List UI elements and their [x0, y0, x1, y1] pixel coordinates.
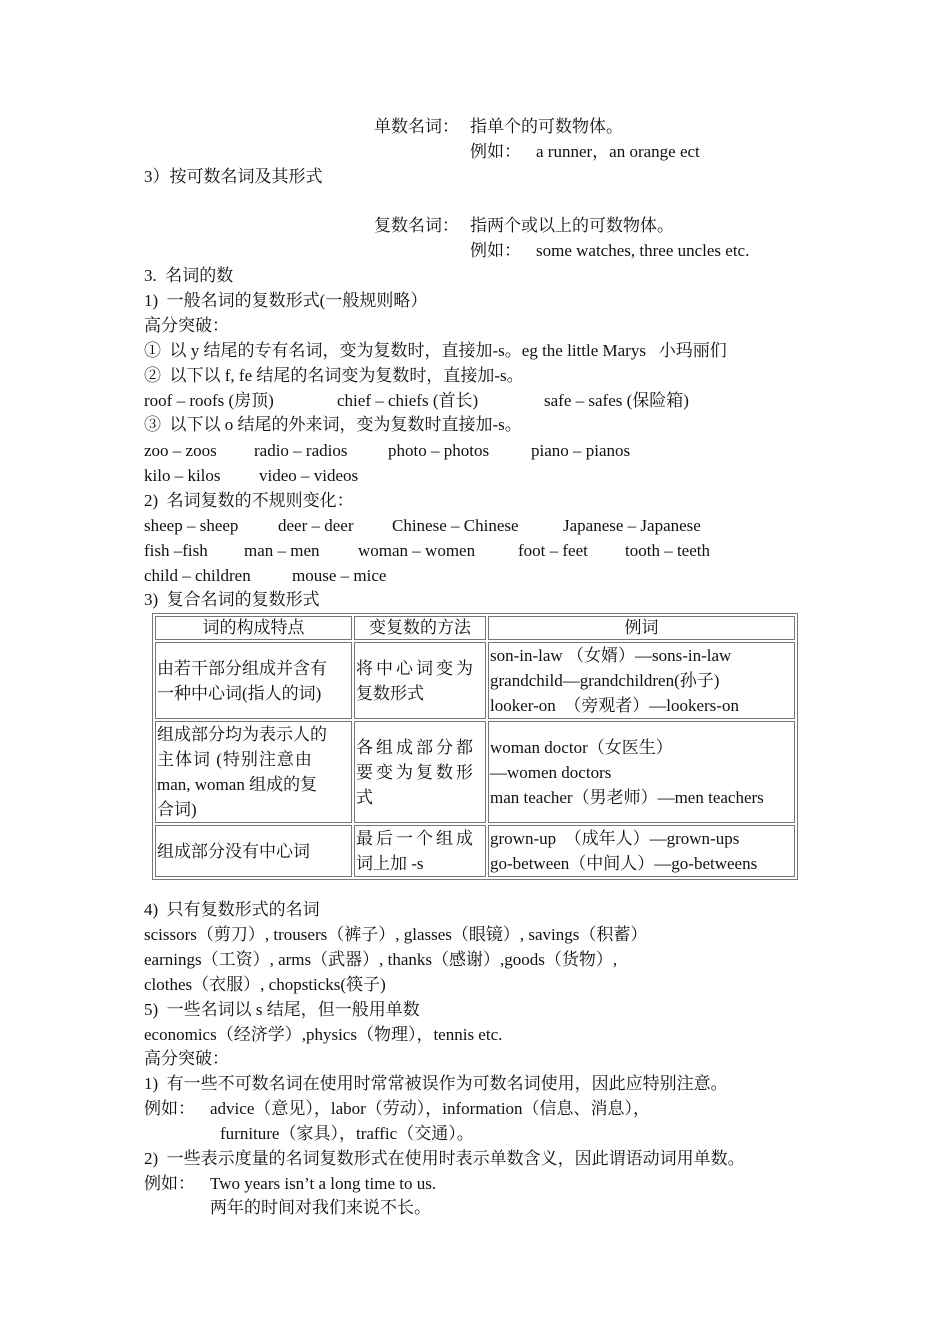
s-ending-singular-heading: 5) 一些名词以 s 结尾，但一般用单数 — [144, 1000, 420, 1019]
f-example: chief – chiefs (首长) — [337, 391, 479, 410]
o-example: photo – photos — [388, 441, 490, 460]
cell-text: go-between（中间人）—go-betweens — [490, 854, 758, 873]
plural-only-list: clothes（衣服）, chopsticks(筷子) — [144, 975, 386, 994]
irregular-example: Japanese – Japanese — [563, 516, 701, 535]
cell-text: looker-on （旁观者）—lookers-on — [490, 696, 739, 715]
irregular-example: tooth – teeth — [625, 541, 710, 560]
table-cell — [354, 642, 486, 719]
plural-only-list: scissors（剪刀）, trousers（裤子）, glasses（眼镜）, savings（积蓄） — [144, 925, 648, 944]
breakthrough-label: 高分突破： — [144, 1049, 229, 1068]
table-cell — [354, 825, 486, 877]
irregular-example: sheep – sheep — [144, 516, 239, 535]
table-cell — [354, 721, 486, 823]
plural-example-label: 例如： — [470, 241, 521, 260]
cell-text: 主体词 (特别注意由 — [157, 750, 313, 769]
table-cell — [155, 721, 352, 823]
o-example: zoo – zoos — [144, 441, 217, 460]
cell-text: 式 — [356, 787, 373, 807]
cell-text: man, woman 组成的复 — [157, 775, 318, 794]
cell-text: 将中心词变为 — [356, 658, 476, 678]
cell-text: man teacher（男老师）—men teachers — [490, 787, 764, 807]
note-uncountable: 1) 有一些不可数名词在使用时常常被误作为可数名词使用，因此应特别注意。 — [144, 1074, 728, 1093]
uncountable-examples: furniture（家具），traffic（交通）。 — [220, 1124, 474, 1143]
cell-text: 合词) — [157, 800, 197, 819]
table-header-cell: 例词 — [488, 616, 795, 640]
cell-text: 组成部分没有中心词 — [157, 841, 310, 861]
cell-text: 由若干部分组成并含有 — [157, 658, 327, 678]
cell-text: 复数形式 — [356, 683, 424, 703]
table-header-cell: 变复数的方法 — [354, 616, 486, 640]
plural-only-heading: 4) 只有复数形式的名词 — [144, 900, 320, 919]
cell-text: 一种中心词(指人的词) — [157, 683, 322, 703]
item3-heading: 3）按可数名词及其形式 — [144, 167, 323, 186]
table-cell — [488, 721, 795, 823]
example-label: 例如： — [144, 1099, 195, 1118]
o-example: piano – pianos — [531, 441, 631, 460]
singular-label: 单数名词： — [374, 117, 459, 136]
compound-noun-table — [152, 613, 798, 880]
cell-text: 各组成部分都 — [356, 737, 476, 757]
rule-f-fe-ending: ② 以下以 f, fe 结尾的名词变为复数时，直接加-s。 — [144, 366, 524, 385]
table-header-row — [155, 616, 795, 640]
irregular-example: woman – women — [358, 541, 476, 560]
irregular-example: foot – feet — [518, 541, 588, 560]
uncountable-examples: advice（意见），labor（劳动），information（信息、消息）， — [210, 1099, 651, 1118]
irregular-example: child – children — [144, 566, 251, 585]
irregular-example: deer – deer — [278, 516, 354, 535]
table-row — [155, 642, 795, 719]
section3-title: 3. 名词的数 — [144, 266, 234, 285]
f-example: roof – roofs (房顶) — [144, 391, 274, 410]
o-example: kilo – kilos — [144, 466, 221, 485]
o-example: video – videos — [259, 466, 359, 485]
singular-definition: 指单个的可数物体。 — [470, 117, 623, 136]
example-label: 例如： — [144, 1174, 195, 1193]
singular-example-label: 例如： — [470, 142, 521, 161]
cell-text: 要变为复数形 — [356, 762, 476, 782]
measure-example-zh: 两年的时间对我们来说不长。 — [210, 1198, 431, 1217]
measure-example-en: Two years isn’t a long time to us. — [210, 1174, 437, 1193]
plural-example: some watches, three uncles etc. — [536, 241, 750, 260]
irregular-example: man – men — [244, 541, 320, 560]
table-row — [155, 825, 795, 877]
cell-text: 组成部分均为表示人的 — [157, 725, 327, 744]
breakthrough-label: 高分突破： — [144, 316, 229, 335]
plural-definition: 指两个或以上的可数物体。 — [470, 216, 674, 235]
f-example: safe – safes (保险箱) — [544, 391, 689, 410]
rule-o-ending: ③ 以下以 o 结尾的外来词，变为复数时直接加-s。 — [144, 415, 522, 434]
irregular-example: fish –fish — [144, 541, 208, 560]
cell-text: —women doctors — [490, 762, 612, 782]
note-measure-nouns: 2) 一些表示度量的名词复数形式在使用时表示单数含义，因此谓语动词用单数。 — [144, 1149, 745, 1168]
singular-example: a runner，an orange ect — [536, 142, 700, 161]
plural-label: 复数名词： — [374, 216, 459, 235]
irregular-example: mouse – mice — [292, 566, 387, 585]
plural-general-heading: 1) 一般名词的复数形式(一般规则略） — [144, 291, 428, 310]
compound-heading: 3) 复合名词的复数形式 — [144, 590, 320, 609]
table-cell — [155, 825, 352, 877]
cell-text: woman doctor（女医生） — [490, 737, 673, 757]
table-cell — [488, 825, 795, 877]
table-row — [155, 721, 795, 823]
cell-text: grandchild—grandchildren(孙子) — [490, 671, 720, 690]
plural-only-list: earnings（工资）, arms（武器）, thanks（感谢）,goods（货物）, — [144, 950, 618, 969]
table-cell — [488, 642, 795, 719]
table-cell — [155, 642, 352, 719]
table-header-cell: 词的构成特点 — [155, 616, 352, 640]
s-ending-examples: economics（经济学）,physics（物理），tennis etc. — [144, 1025, 503, 1044]
rule-y-ending: ① 以 y 结尾的专有名词，变为复数时，直接加-s。eg the little Marys 小玛丽们 — [144, 341, 727, 360]
o-example: radio – radios — [254, 441, 348, 460]
irregular-heading: 2) 名词复数的不规则变化： — [144, 491, 354, 510]
cell-text: 词上加 -s — [356, 854, 424, 873]
cell-text: grown-up （成年人）—grown-ups — [490, 829, 740, 848]
irregular-example: Chinese – Chinese — [392, 516, 519, 535]
cell-text: son-in-law （女婿）—sons-in-law — [490, 646, 732, 665]
cell-text: 最后一个组成 — [356, 829, 476, 848]
